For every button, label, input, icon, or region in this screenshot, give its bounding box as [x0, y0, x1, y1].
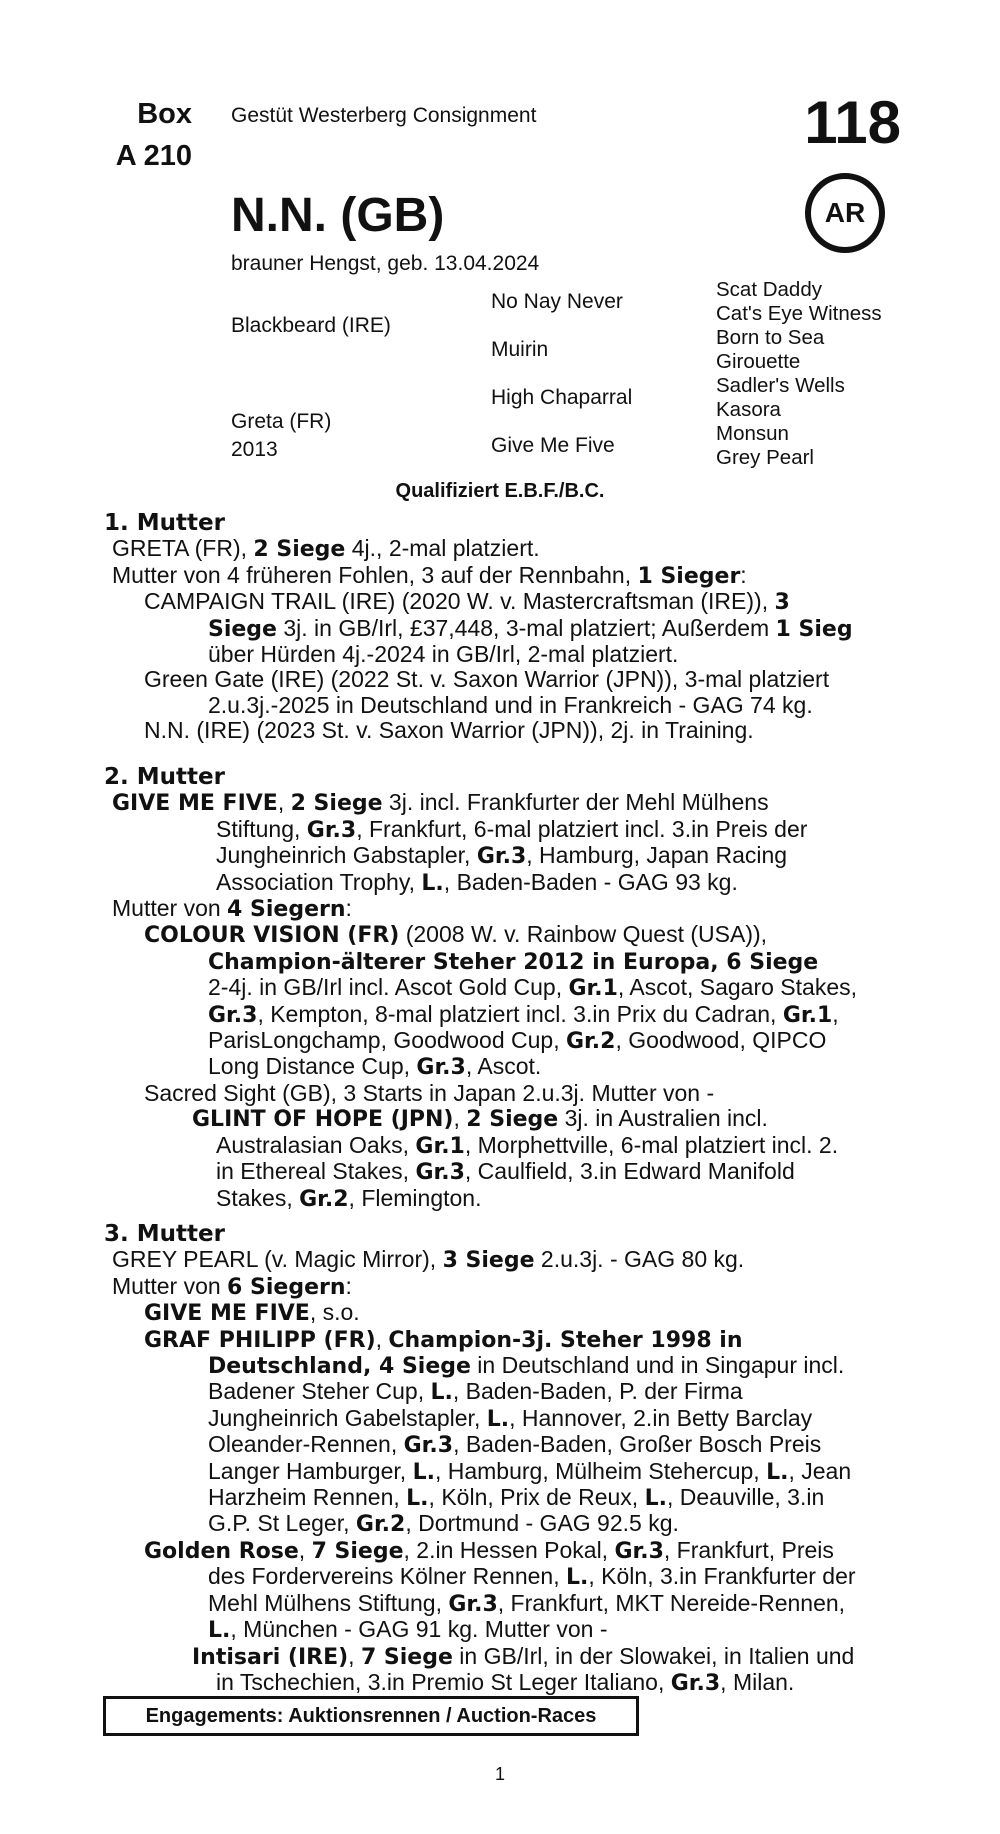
dam-line: über Hürden 4j.-2024 in GB/Irl, 2-mal platziert. — [208, 641, 679, 668]
section-heading: 3. Mutter — [104, 1221, 225, 1247]
dam-line: Mutter von 4 früheren Fohlen, 3 auf der Rennbahn, 1 Sieger: — [112, 561, 747, 589]
consignor: Gestüt Westerberg Consignment — [231, 104, 537, 127]
ped-gg-5: Kasora — [716, 398, 781, 421]
box-number: A 210 — [115, 140, 192, 172]
dam-line: Mutter von 6 Siegern: — [112, 1272, 352, 1300]
dam-line: COLOUR VISION (FR) (2008 W. v. Rainbow Quest (USA)), — [144, 921, 768, 949]
dam-line: Harzheim Rennen, L., Köln, Prix de Reux, L., Deauville, 3.in — [208, 1484, 825, 1512]
dam-line: Oleander-Rennen, Gr.3, Baden-Baden, Großer Bosch Preis — [208, 1431, 822, 1459]
dam-line: Green Gate (IRE) (2022 St. v. Saxon Warrior (JPN)), 3-mal platziert — [144, 666, 830, 693]
ar-badge: AR — [805, 173, 885, 253]
dam-line: GRAF PHILIPP (FR), Champion-3j. Steher 1998 in — [144, 1325, 743, 1353]
ped-gg-6: Monsun — [716, 422, 789, 445]
sire: Blackbeard (IRE) — [231, 314, 391, 337]
dam-line: Deutschland, 4 Siege in Deutschland und in Singapur incl. — [208, 1352, 845, 1380]
dam-line: Stakes, Gr.2, Flemington. — [216, 1184, 482, 1212]
sire-sire: No Nay Never — [491, 290, 623, 313]
dam-line: Intisari (IRE), 7 Siege in GB/Irl, in der Slowakei, in Italien und — [192, 1642, 855, 1670]
dam-line: Langer Hamburger, L., Hamburg, Mülheim Stehercup, L., Jean — [208, 1457, 852, 1485]
dam-line: Siege 3j. in GB/Irl, £37,448, 3-mal platziert; Außerdem 1 Sieg — [208, 614, 853, 642]
dam: Greta (FR) — [231, 410, 332, 433]
dam-line: Gr.3, Kempton, 8-mal platziert incl. 3.in Prix du Cadran, Gr.1, — [208, 1000, 839, 1028]
dam-line: Jungheinrich Gabelstapler, L., Hannover, 2.in Betty Barclay — [208, 1404, 813, 1432]
section-heading: 1. Mutter — [104, 510, 225, 536]
dam-line: CAMPAIGN TRAIL (IRE) (2020 W. v. Mastercraftsman (IRE)), 3 — [144, 588, 790, 616]
dam-year: 2013 — [231, 438, 278, 461]
engagements-box: Engagements: Auktionsrennen / Auction-Races — [103, 1696, 639, 1736]
dam-line: Long Distance Cup, Gr.3, Ascot. — [208, 1053, 542, 1081]
dam-line: Sacred Sight (GB), 3 Starts in Japan 2.u.3j. Mutter von - — [144, 1079, 715, 1106]
dam-line: ParisLongchamp, Goodwood Cup, Gr.2, Goodwood, QIPCO — [208, 1027, 827, 1055]
sire-dam: Muirin — [491, 338, 549, 361]
dam-line: 2-4j. in GB/Irl incl. Ascot Gold Cup, Gr.1, Ascot, Sagaro Stakes, — [208, 974, 857, 1002]
ped-gg-0: Scat Daddy — [716, 278, 822, 301]
box-label: Box — [137, 98, 192, 130]
dam-line: GRETA (FR), 2 Siege 4j., 2-mal platziert. — [112, 535, 540, 563]
dam-line: GREY PEARL (v. Magic Mirror), 3 Siege 2.u.3j. - GAG 80 kg. — [112, 1246, 745, 1274]
lot-number: 118 — [804, 89, 901, 156]
dam-line: G.P. St Leger, Gr.2, Dortmund - GAG 92.5 kg. — [208, 1510, 679, 1538]
dam-line: GIVE ME FIVE, s.o. — [144, 1299, 360, 1327]
dam-line: Australasian Oaks, Gr.1, Morphettville, 6-mal platziert incl. 2. — [216, 1131, 839, 1159]
ped-gg-3: Girouette — [716, 350, 801, 373]
dam-sire: High Chaparral — [491, 386, 633, 409]
dam-line: in Ethereal Stakes, Gr.3, Caulfield, 3.in Edward Manifold — [216, 1158, 795, 1186]
dam-line: Golden Rose, 7 Siege, 2.in Hessen Pokal, Gr.3, Frankfurt, Preis — [144, 1536, 834, 1564]
third-dam-section — [104, 1222, 900, 1696]
second-dam-section — [104, 765, 900, 1212]
ped-gg-1: Cat's Eye Witness — [716, 302, 882, 325]
horse-description: brauner Hengst, geb. 13.04.2024 — [231, 252, 540, 275]
dam-line: Badener Steher Cup, L., Baden-Baden, P. der Firma — [208, 1378, 743, 1406]
horse-name: N.N. (GB) — [231, 189, 445, 242]
section-heading: 2. Mutter — [104, 764, 225, 790]
dam-line: Mutter von 4 Siegern: — [112, 895, 352, 923]
dam-line: Stiftung, Gr.3, Frankfurt, 6-mal platziert incl. 3.in Preis der — [216, 815, 808, 843]
page-number: 1 — [494, 1764, 505, 1784]
dam-line: GLINT OF HOPE (JPN), 2 Siege 3j. in Australien incl. — [192, 1105, 768, 1133]
dam-line: Mehl Mülhens Stiftung, Gr.3, Frankfurt, MKT Nereide-Rennen, — [208, 1589, 846, 1617]
dam-line: des Fordervereins Kölner Rennen, L., Köln, 3.in Frankfurter der — [208, 1563, 856, 1591]
dam-dam: Give Me Five — [491, 434, 615, 457]
dam-line: Association Trophy, L., Baden-Baden - GAG 93 kg. — [216, 868, 738, 896]
ped-gg-7: Grey Pearl — [716, 446, 814, 469]
qualification: Qualifiziert E.B.F./B.C. — [395, 480, 605, 502]
first-dam-section — [104, 511, 900, 744]
dam-line: 2.u.3j.-2025 in Deutschland und in Frankreich - GAG 74 kg. — [208, 691, 813, 718]
dam-line: L., München - GAG 91 kg. Mutter von - — [208, 1616, 608, 1644]
dam-line: Champion-älterer Steher 2012 in Europa, 6 Siege — [208, 949, 819, 975]
ped-gg-2: Born to Sea — [716, 326, 825, 349]
dam-line: in Tschechien, 3.in Premio St Leger Italiano, Gr.3, Milan. — [216, 1668, 795, 1696]
dam-line: GIVE ME FIVE, 2 Siege 3j. incl. Frankfurter der Mehl Mülhens — [112, 789, 769, 817]
ped-gg-4: Sadler's Wells — [716, 374, 845, 397]
dam-line: N.N. (IRE) (2023 St. v. Saxon Warrior (JPN)), 2j. in Training. — [144, 717, 754, 744]
dam-line: Jungheinrich Gabstapler, Gr.3, Hamburg, Japan Racing — [216, 842, 788, 870]
